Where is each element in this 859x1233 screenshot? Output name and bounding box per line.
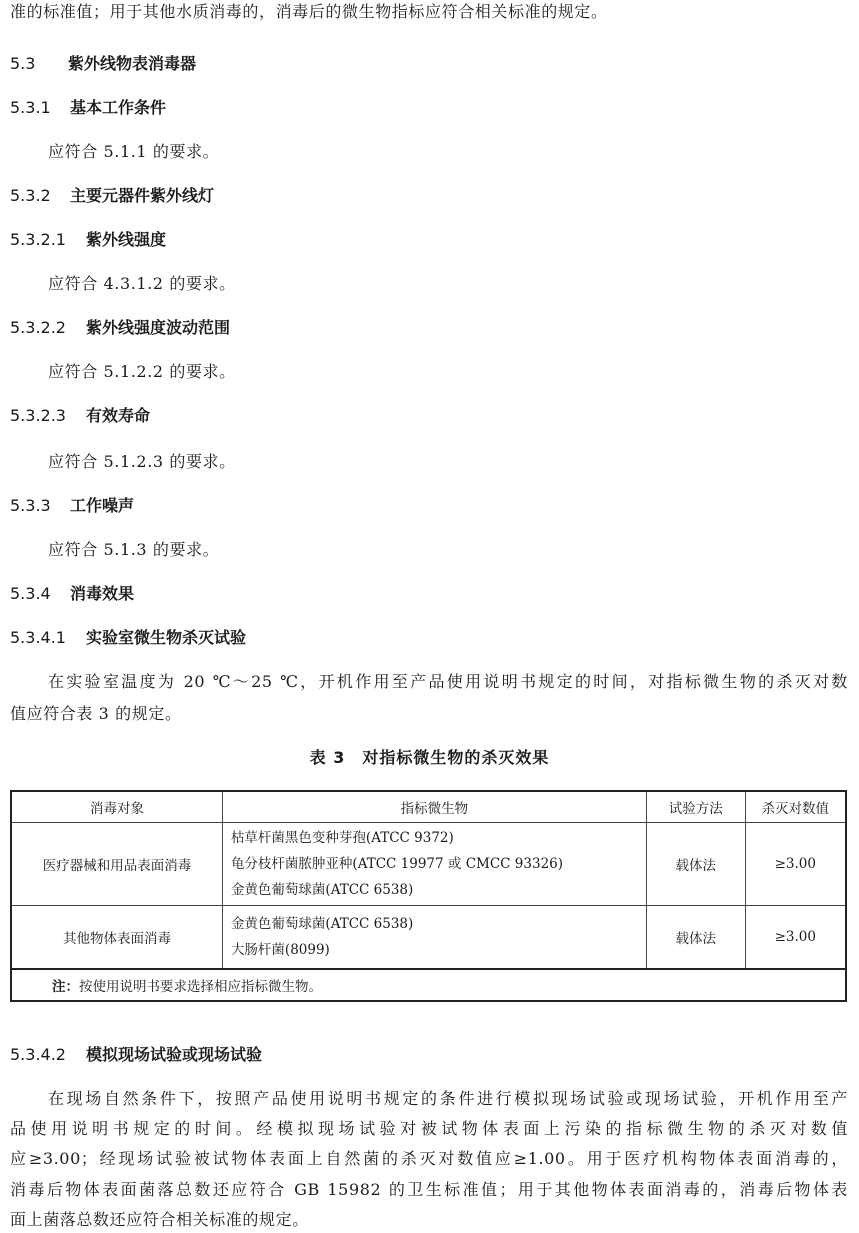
table-header-row: [11, 791, 846, 823]
paragraph-5-3-2-3: 应符合 5.1.2.3 的要求。: [48, 452, 236, 471]
section-number: 5.3.3: [10, 496, 51, 515]
heading-5-3: [10, 54, 859, 74]
header-organism: 指标微生物: [222, 791, 646, 823]
note-text: 按使用说明书要求选择相应指标微生物。: [79, 979, 322, 995]
organism-item: 大肠杆菌(8099): [230, 942, 330, 958]
paragraph-5-3-4-2-line-1: 在现场自然条件下，按照产品使用说明书规定的条件进行模拟现场试验或现场试验，开机作用至产: [48, 1089, 848, 1108]
organism-item: 金黄色葡萄球菌(ATCC 6538): [230, 882, 414, 898]
paragraph-5-3-2-2: 应符合 5.1.2.2 的要求。: [48, 362, 236, 381]
section-title: 基本工作条件: [70, 98, 167, 117]
section-title: 紫外线强度: [86, 230, 167, 249]
section-number: 5.3.2.3: [10, 406, 66, 425]
section-title: 消毒效果: [70, 584, 135, 603]
section-number: 5.3.4.1: [10, 628, 66, 647]
header-log-reduction: 杀灭对数值: [745, 791, 846, 823]
section-number: 5.3: [10, 54, 36, 73]
section-number: 5.3.2.1: [10, 230, 66, 249]
cell-value: ≥3.00: [745, 906, 846, 970]
paragraph-5-3-4-2-line-5: 面上菌落总数还应符合相关标准的规定。: [10, 1210, 309, 1229]
section-title: 工作噪声: [70, 496, 135, 515]
section-title: 模拟现场试验或现场试验: [86, 1045, 263, 1064]
paragraph-5-3-4-2-line-4: 消毒后物体表面菌落总数还应符合 GB 15982 的卫生标准值；用于其他物体表面消毒的，消毒后物体表: [10, 1180, 848, 1199]
organism-item: 龟分枝杆菌脓肿亚种(ATCC 19977 或 CMCC 93326): [230, 856, 564, 872]
header-method: 试验方法: [646, 791, 745, 823]
section-number: 5.3.2.2: [10, 318, 66, 337]
heading-5-3-2-3: [10, 406, 859, 426]
section-number: 5.3.1: [10, 98, 51, 117]
table-note: [11, 969, 846, 1001]
heading-5-3-2: [10, 186, 859, 206]
paragraph-5-3-3: 应符合 5.1.3 的要求。: [48, 540, 220, 559]
header-object: 消毒对象: [11, 791, 222, 823]
paragraph-5-3-1: 应符合 5.1.1 的要求。: [48, 142, 220, 161]
paragraph-5-3-4-2-line-3: 应≥3.00；经现场试验被试物体表面上自然菌的杀灭对数值应≥1.00。用于医疗机构物体表面消毒的，: [10, 1149, 848, 1168]
cell-value: ≥3.00: [745, 823, 846, 906]
table-note-row: [11, 969, 846, 1001]
section-number: 5.3.2: [10, 186, 51, 205]
cell-object: 其他物体表面消毒: [11, 906, 222, 970]
heading-5-3-2-2: [10, 318, 859, 338]
heading-5-3-4-2: [10, 1045, 859, 1065]
section-title: 紫外线物表消毒器: [68, 54, 197, 73]
cell-object: 医疗器械和用品表面消毒: [11, 823, 222, 906]
note-label: 注：: [52, 979, 79, 995]
heading-5-3-4: [10, 584, 859, 604]
paragraph-5-3-4-1-line-1: 在实验室温度为 20 ℃～25 ℃，开机作用至产品使用说明书规定的时间，对指标微生物的杀灭对数: [48, 672, 848, 691]
heading-5-3-2-1: [10, 230, 859, 250]
cell-method: 载体法: [646, 823, 745, 906]
section-number: 5.3.4: [10, 584, 51, 603]
paragraph-5-3-4-2-line-2: 品使用说明书规定的时间。经模拟现场试验对被试物体表面上污染的指标微生物的杀灭对数值: [10, 1119, 848, 1138]
heading-5-3-3: [10, 496, 859, 516]
section-title: 主要元器件紫外线灯: [70, 186, 215, 205]
cell-organisms: [222, 906, 646, 970]
table-row: [11, 906, 846, 970]
section-title: 实验室微生物杀灭试验: [86, 628, 247, 647]
section-number: 5.3.4.2: [10, 1045, 66, 1064]
paragraph-5-3-4-1-line-2: 值应符合表 3 的规定。: [10, 704, 182, 723]
cell-organisms: [222, 823, 646, 906]
cell-method: 载体法: [646, 906, 745, 970]
organism-item: 枯草杆菌黑色变种芽孢(ATCC 9372): [230, 830, 454, 846]
heading-5-3-1: [10, 98, 859, 118]
table-row: [11, 823, 846, 906]
section-title: 有效寿命: [86, 406, 151, 425]
organism-item: 金黄色葡萄球菌(ATCC 6538): [230, 916, 414, 932]
paragraph-continuation: 准的标准值；用于其他水质消毒的，消毒后的微生物指标应符合相关标准的规定。: [10, 2, 608, 21]
paragraph-5-3-2-1: 应符合 4.3.1.2 的要求。: [48, 274, 236, 293]
table-caption: 表 3 对指标微生物的杀灭效果: [309, 748, 550, 767]
section-title: 紫外线强度波动范围: [86, 318, 231, 337]
heading-5-3-4-1: [10, 628, 859, 648]
table-3: [10, 790, 847, 1002]
